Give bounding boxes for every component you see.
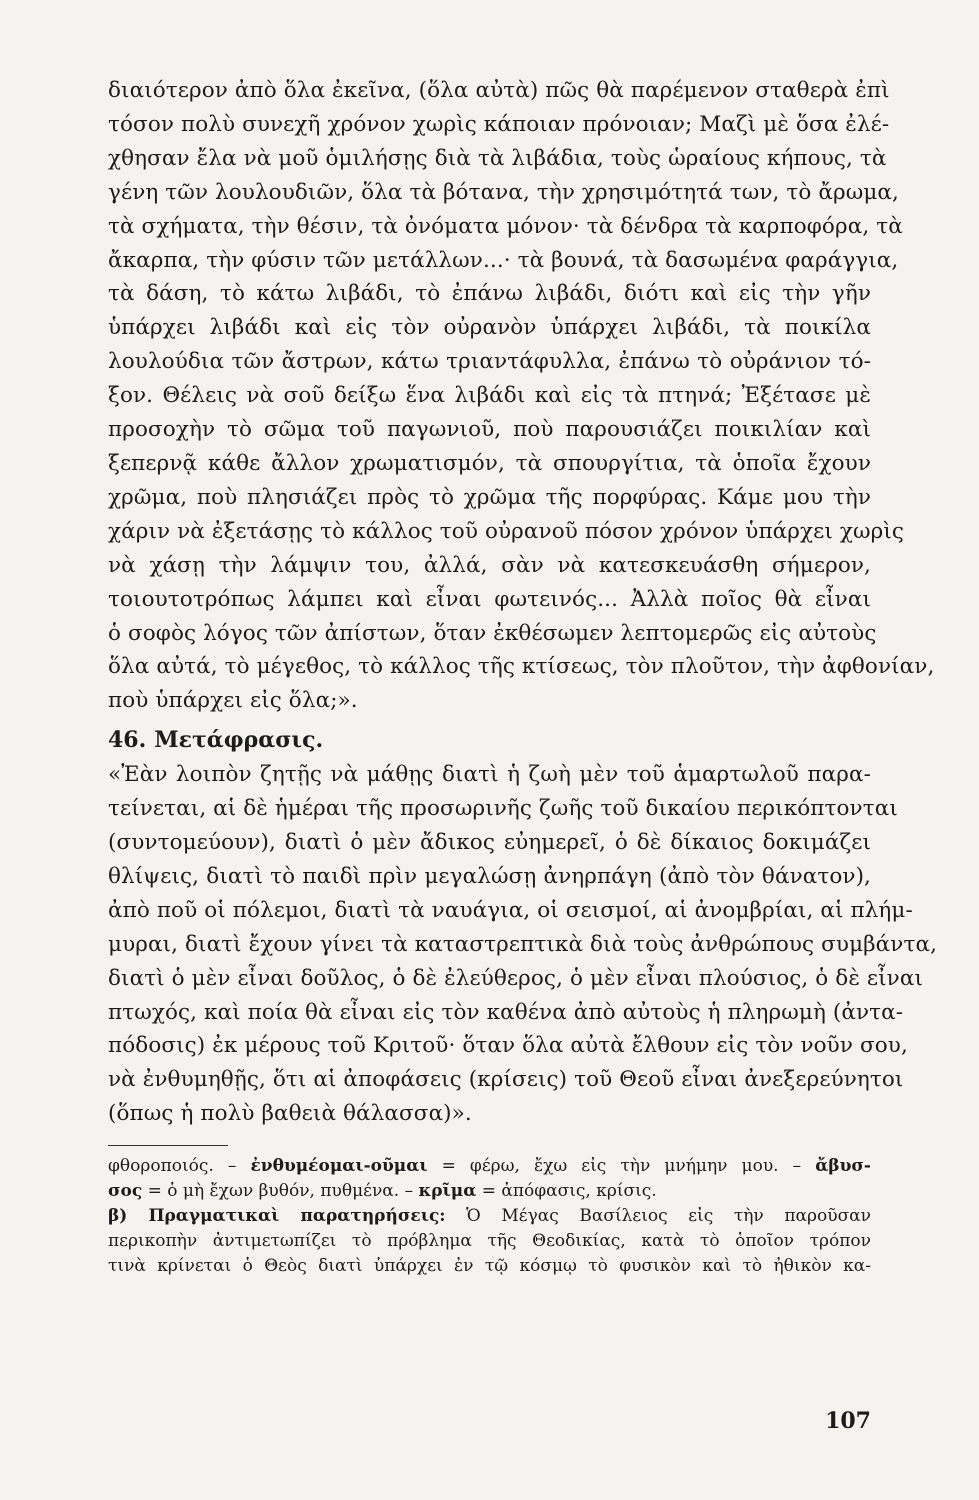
footnote-text: φθοροποιός. – [108,1156,251,1177]
text-line: ξον. Θέλεις νὰ σοῦ δείξω ἕνα λιβάδι καὶ εἰς τὰ πτηνά; Ἐξέτασε μὲ [108,383,871,409]
text-line: «Ἐὰν λοιπὸν ζητῇς νὰ μάθῃς διατὶ ἡ ζωὴ μὲν τοῦ ἁμαρτωλοῦ παρα- [108,762,871,788]
text-line: τὰ σχήματα, τὴν θέσιν, τὰ ὀνόματα μόνον· τὰ δένδρα τὰ καρποφόρα, τὰ [108,213,903,239]
text-line: ἄκαρπα, τὴν φύσιν τῶν μετάλλων...· τὰ βουνά, τὰ δασωμένα φαράγγια, [108,247,899,273]
text-line: τὰ δάση, τὸ κάτω λιβάδι, τὸ ἐπάνω λιβάδι, διότι καὶ εἰς τὴν γῆν [108,281,871,307]
footnote-block [108,1154,871,1279]
section-title: Μετάφρασις. [154,727,324,754]
footnote-heading: β) Πραγματικαὶ παρατηρήσεις: [108,1206,446,1227]
section-number: 46. [108,727,147,754]
text-line: τείνεται, αἱ δὲ ἡμέραι τῆς προσωρινῆς ζωῆς τοῦ δικαίου περικόπτονται [108,796,898,822]
text-line: ποὺ ὑπάρχει εἰς ὅλα;». [108,688,358,714]
text-line: γένη τῶν λουλουδιῶν, ὅλα τὰ βότανα, τὴν χρησιμότητά των, τὸ ἄρωμα, [108,179,899,205]
page-number: 107 [825,1408,871,1434]
footnote-text: = ὁ μὴ ἔχων βυθόν, πυθμένα. – [142,1181,419,1202]
text-line: διατὶ ὁ μὲν εἶναι δοῦλος, ὁ δὲ ἐλεύθερος, ὁ μὲν εἶναι πλούσιος, ὁ δὲ εἶναι [108,965,923,991]
translation-text-block [108,758,938,1131]
text-line: (ὅπως ἡ πολὺ βαθειὰ θάλασσα)». [108,1101,472,1127]
text-line: ὅλα αὐτά, τὸ μέγεθος, τὸ κάλλος τῆς κτίσεως, τὸν πλοῦτον, τὴν ἀφθονίαν, [108,654,935,680]
text-line: μυραι, διατὶ ἔχουν γίνει τὰ καταστρεπτικὰ διὰ τοὺς ἀνθρώπους συμβάντα, [108,931,938,957]
text-line: πτωχός, καὶ ποία θὰ εἶναι εἰς τὸν καθένα ἀπὸ αὐτοὺς ἡ πληρωμὴ (ἀντα- [108,999,904,1025]
footnote-term: ἄβυσ- [815,1156,871,1177]
footnote-term: ἐνθυμέομαι-οῦμαι [250,1156,428,1177]
footnote-text: = φέρω, ἔχω εἰς τὴν μνήμην μου. – [427,1156,816,1177]
footnote-line [108,1204,871,1229]
text-line: πόδοσις) ἐκ μέρους τοῦ Κριτοῦ· ὅταν ὅλα αὐτὰ ἔλθουν εἰς τὸν νοῦν σου, [108,1033,908,1059]
footnote-text: Ὁ Μέγας Βασίλειος εἰς τὴν παροῦσαν [445,1206,871,1227]
footnote-text: = ἀπόφασις, κρίσις. [476,1181,657,1202]
footnote-line: περικοπὴν ἀντιμετωπίζει τὸ πρόβλημα τῆς Θεοδικίας, κατὰ τὸ ὁποῖον τρόπον [108,1231,871,1252]
text-line: νὰ χάσῃ τὴν λάμψιν του, ἀλλά, σὰν νὰ κατεσκευάσθη σήμερον, [108,552,871,578]
main-text-block [108,74,935,718]
footnote-line [108,1179,871,1204]
text-line: τοιουτοτρόπως λάμπει καὶ εἶναι φωτεινός... Ἀλλὰ ποῖος θὰ εἶναι [108,586,871,612]
text-line: προσοχὴν τὸ σῶμα τοῦ παγωνιοῦ, ποὺ παρουσιάζει ποικιλίαν καὶ [108,417,871,443]
footnote-term: σος [108,1181,143,1202]
footnote-line [108,1154,871,1179]
footnote-line: τινὰ κρίνεται ὁ Θεὸς διατὶ ὑπάρχει ἐν τῷ κόσμῳ τὸ φυσικὸν καὶ τὸ ἠθικὸν κα- [108,1256,871,1277]
footnote-term: κρῖμα [418,1181,477,1202]
text-line: χρῶμα, ποὺ πλησιάζει πρὸς τὸ χρῶμα τῆς πορφύρας. Κάμε μου τὴν [108,484,871,510]
text-line: τόσον πολὺ συνεχῆ χρόνον χωρὶς κάποιαν πρόνοιαν; Μαζὶ μὲ ὅσα ἐλέ- [108,111,890,137]
text-line: χθησαν ἔλα νὰ μοῦ ὁμιλήσῃς διὰ τὰ λιβάδια, τοὺς ὡραίους κήπους, τὰ [108,145,887,171]
text-line: (συντομεύουν), διατὶ ὁ μὲν ἄδικος εὐημερεῖ, ὁ δὲ δίκαιος δοκιμάζει [108,830,871,856]
text-line: ὑπάρχει λιβάδι καὶ εἰς τὸν οὐρανὸν ὑπάρχει λιβάδι, τὰ ποικίλα [108,315,871,341]
footnote-divider [108,1145,228,1146]
text-line: ὁ σοφὸς λόγος τῶν ἀπίστων, ὅταν ἐκθέσωμεν λεπτομερῶς εἰς αὐτοὺς [108,620,877,646]
text-line: χάριν νὰ ἐξετάσῃς τὸ κάλλος τοῦ οὐρανοῦ πόσον χρόνον ὑπάρχει χωρὶς [108,518,905,544]
text-line: νὰ ἐνθυμηθῇς, ὅτι αἱ ἀποφάσεις (κρίσεις) τοῦ Θεοῦ εἶναι ἀνεξερεύνητοι [108,1067,904,1093]
text-line: ξεπερνᾷ κάθε ἄλλον χρωματισμόν, τὰ σπουργίτια, τὰ ὁποῖα ἔχουν [108,450,871,476]
section-heading [108,722,871,758]
text-line: διαιότερον ἀπὸ ὅλα ἐκεῖνα, (ὅλα αὐτὰ) πῶς θὰ παρέμενον σταθερὰ ἐπὶ [108,78,890,103]
text-line: ἀπὸ ποῦ οἱ πόλεμοι, διατὶ τὰ ναυάγια, οἱ σεισμοί, αἱ ἀνομβρίαι, αἱ πλήμ- [108,897,913,923]
text-line: θλίψεις, διατὶ τὸ παιδὶ πρὶν μεγαλώσῃ ἀνηρπάγη (ἀπὸ τὸν θάνατον), [108,863,871,889]
text-line: λουλούδια τῶν ἄστρων, κάτω τριαντάφυλλα, ἐπάνω τὸ οὐράνιον τό- [108,349,871,375]
